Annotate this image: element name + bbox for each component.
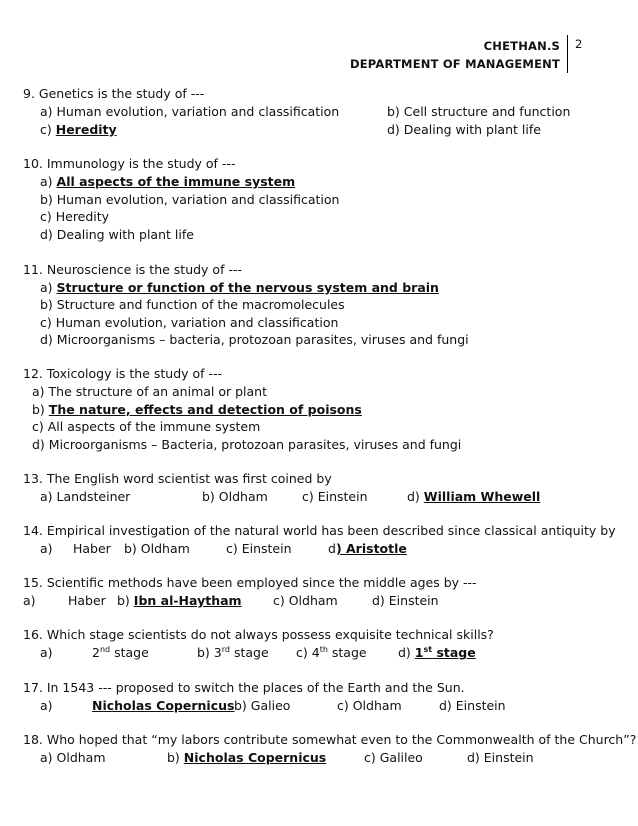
q18-option-b: b) Nicholas Copernicus [167,750,327,765]
department-name: DEPARTMENT OF MANAGEMENT [350,57,560,71]
header-divider [567,35,568,73]
q10-option-a: a) All aspects of the immune system [40,174,296,189]
q17-option-a-label: a) [40,698,53,713]
q16-option-b: b) 3rd stage [197,645,269,661]
q14-option-d: d) Aristotle [328,541,407,556]
q13-option-a: a) Landsteiner [40,489,131,504]
q17-option-c: c) Oldham [337,698,402,713]
q9-answer: Heredity [55,122,117,137]
q9-option-b: b) Cell structure and function [387,104,571,119]
q16-option-c: c) 4th stage [296,645,367,661]
question-17: 17. In 1543 --- proposed to switch the places of the Earth and the Sun. [23,680,465,695]
question-14: 14. Empirical investigation of the natural world has been described since classical antiquity by [23,523,616,538]
q10-option-d: d) Dealing with plant life [40,227,194,242]
q9-option-d: d) Dealing with plant life [387,122,541,137]
question-11: 11. Neuroscience is the study of --- [23,262,242,277]
q16-option-a: 2nd stage [92,645,149,661]
q18-option-a: a) Oldham [40,750,106,765]
q18-option-d: d) Einstein [467,750,534,765]
q15-option-a: Haber [68,593,106,608]
q16-option-d: d) 1st stage [398,645,476,661]
q14-option-c: c) Einstein [226,541,292,556]
q17-option-b: b) Galieo [234,698,291,713]
question-12: 12. Toxicology is the study of --- [23,366,223,381]
q10-option-c: c) Heredity [40,209,110,224]
q14-option-a: Haber [73,541,111,556]
q14-option-b: b) Oldham [124,541,190,556]
q11-option-c: c) Human evolution, variation and classification [40,315,339,330]
q13-option-b: b) Oldham [202,489,268,504]
q15-option-b: b) Ibn al-Haytham [117,593,242,608]
q15-option-a-label: a) [23,593,36,608]
page-header [350,37,560,73]
q18-answer: Nicholas Copernicus [183,750,327,765]
question-10: 10. Immunology is the study of --- [23,156,236,171]
q11-option-a: a) Structure or function of the nervous system and brain [40,280,439,295]
q12-option-a: a) The structure of an animal or plant [32,384,267,399]
q17-option-a [92,698,234,713]
q10-answer: All aspects of the immune system [56,174,296,189]
q18-option-c: c) Galileo [364,750,423,765]
q11-answer: Structure or function of the nervous system and brain [56,280,439,295]
q16-answer: 1st stage [414,645,476,661]
q17-option-d: d) Einstein [439,698,506,713]
question-15: 15. Scientific methods have been employed since the middle ages by --- [23,575,477,590]
q16-option-a-label: a) [40,645,53,660]
q14-option-a-label: a) [40,541,53,556]
q15-option-c: c) Oldham [273,593,338,608]
q11-option-d: d) Microorganisms – bacteria, protozoan parasites, viruses and fungi [40,332,469,347]
q9-option-c: c) Heredity [40,122,117,137]
q14-answer: ) Aristotle [335,541,407,556]
q17-answer: Nicholas Copernicus [92,698,235,713]
question-9: 9. Genetics is the study of --- [23,86,205,101]
q13-option-d: d) William Whewell [407,489,541,504]
question-13: 13. The English word scientist was first coined by [23,471,332,486]
q13-option-c: c) Einstein [302,489,368,504]
q13-answer: William Whewell [423,489,541,504]
q10-option-b: b) Human evolution, variation and classification [40,192,340,207]
author-name: CHETHAN.S [483,39,560,53]
q15-option-d: d) Einstein [372,593,439,608]
question-16: 16. Which stage scientists do not always possess exquisite technical skills? [23,627,494,642]
question-18: 18. Who hoped that “my labors contribute somewhat even to the Commonwealth of the Church”? [23,732,637,747]
page-number: 2 [575,37,583,51]
q12-answer: The nature, effects and detection of poisons [48,402,362,417]
q12-option-b: b) The nature, effects and detection of poisons [32,402,362,417]
q15-answer: Ibn al-Haytham [133,593,242,608]
q12-option-c: c) All aspects of the immune system [32,419,261,434]
q12-option-d: d) Microorganisms – Bacteria, protozoan parasites, viruses and fungi [32,437,462,452]
q11-option-b: b) Structure and function of the macromolecules [40,297,345,312]
q9-option-a: a) Human evolution, variation and classification [40,104,340,119]
